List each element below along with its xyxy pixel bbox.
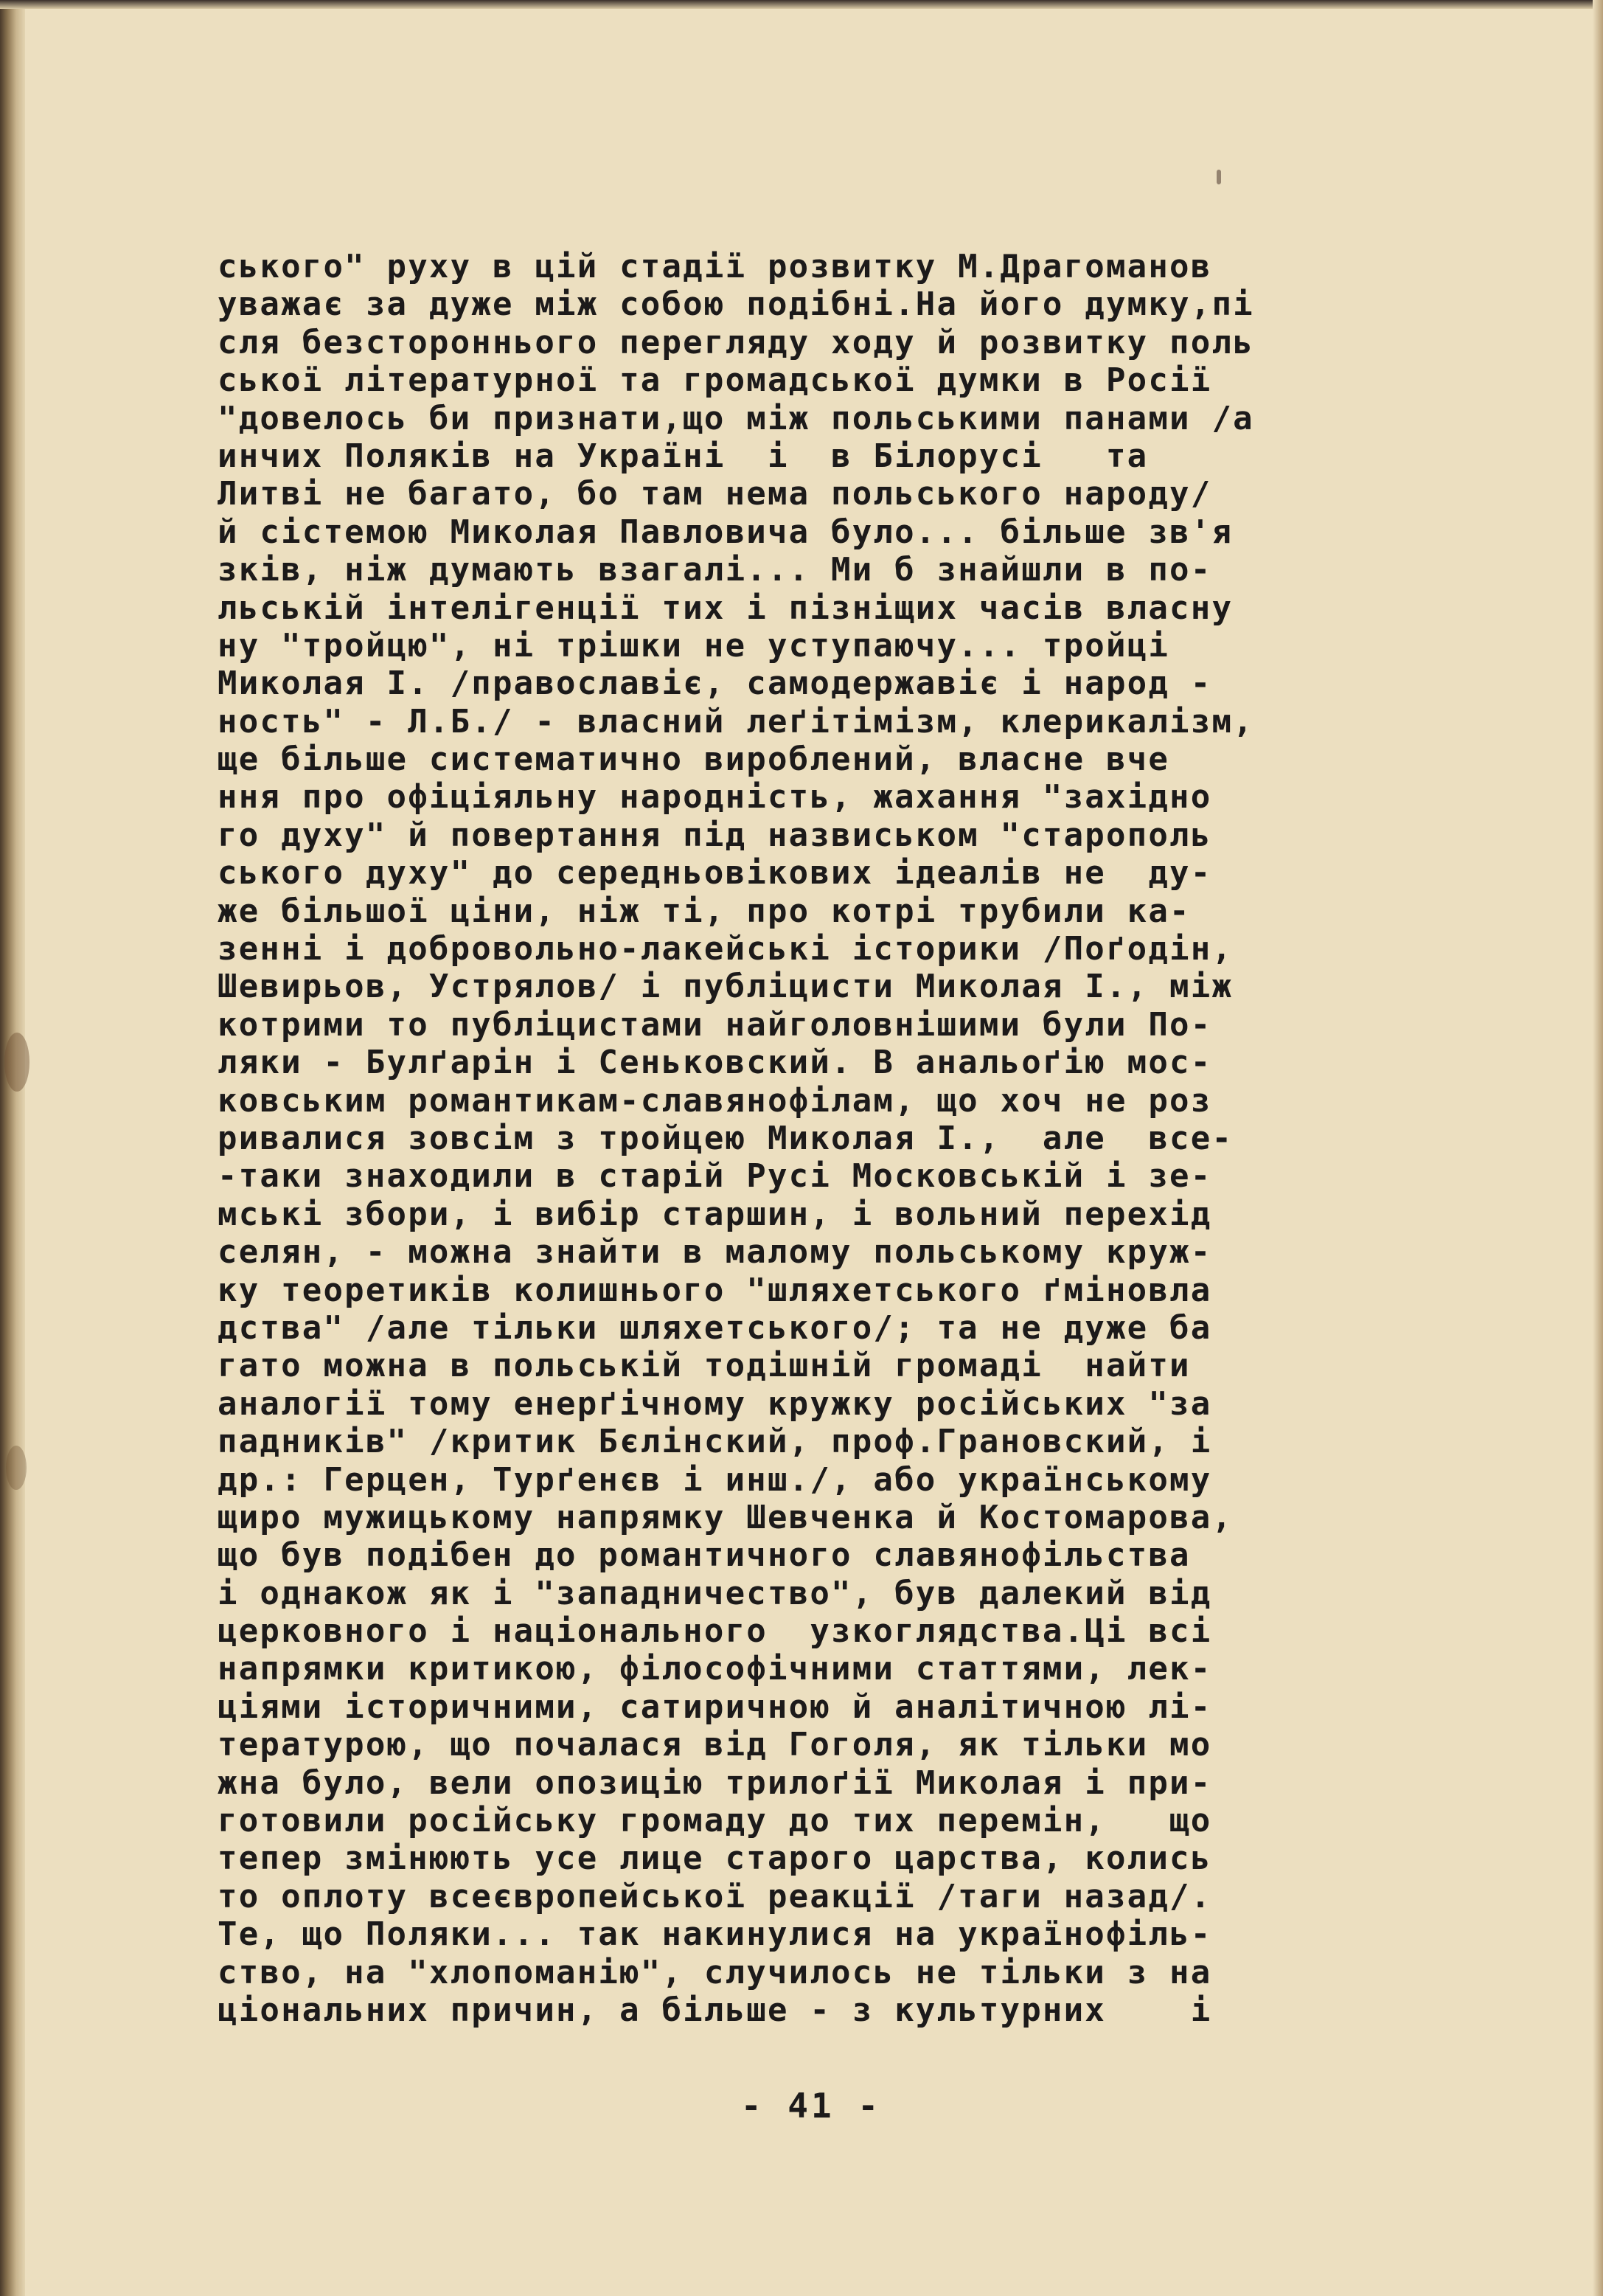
- text-line: гато можна в польській тодішній громаді найти: [218, 1347, 1191, 1385]
- text-line: що був подібен до романтичного славянофільства: [218, 1536, 1191, 1575]
- text-line: Те, що Поляки... так накинулися на українофіль-: [218, 1915, 1212, 1954]
- text-line: то оплоту всеєвропейської реакції /таги назад/.: [218, 1877, 1212, 1915]
- page-number: - 41 -: [740, 2086, 882, 2126]
- text-line: ння про офіціяльну народність, жахання "західно: [218, 778, 1212, 816]
- binding-stain: [4, 1033, 29, 1092]
- ink-mark: [1217, 170, 1221, 184]
- text-line: Литві не багато, бо там нема польського народу/: [218, 475, 1212, 513]
- binding-stain: [6, 1446, 27, 1490]
- text-line: тепер змінюють усе лице старого царства, колись: [218, 1839, 1212, 1878]
- text-line: ку теоретиків колишнього "шляхетського ґміновла: [218, 1271, 1212, 1309]
- text-line: селян, - можна знайти в малому польському круж-: [218, 1233, 1212, 1272]
- text-line: і однакож як і "западничество", був далекий від: [218, 1574, 1212, 1612]
- text-line: ляки - Булґарін і Сеньковский. В анальоґію мос-: [218, 1044, 1212, 1082]
- text-line: ського духу" до середньовікових ідеалів не ду-: [218, 854, 1212, 892]
- text-line: жна було, вели опозицію трилоґії Миколая і при-: [218, 1763, 1212, 1802]
- text-line: ковським романтикам-славянофілам, що хоч не роз: [218, 1081, 1212, 1120]
- text-line: го духу" й повертання під назвиськом "старополь: [218, 816, 1212, 854]
- text-line: готовили російську громаду до тих перемін, що: [218, 1802, 1212, 1840]
- text-line: др.: Герцен, Турґенєв і инш./, або українському: [218, 1460, 1212, 1499]
- text-line: -таки знаходили в старій Русі Московській і зе-: [218, 1157, 1212, 1196]
- text-line: падників" /критик Бєлінский, проф.Грановский, і: [218, 1423, 1212, 1461]
- text-line: котрими то публіцистами найголовнішими були По-: [218, 1005, 1212, 1044]
- text-line: мські збори, і вибір старшин, і вольний перехід: [218, 1195, 1212, 1233]
- text-line: ціональних причин, а більше - з культурних і: [218, 1991, 1212, 2029]
- text-line: Миколая I. /православіє, самодержавіє і народ -: [218, 665, 1212, 703]
- text-line: дства" /але тільки шляхетського/; та не дуже ба: [218, 1308, 1212, 1347]
- text-line: напрямки критикою, філософічними статтями, лек-: [218, 1650, 1212, 1688]
- book-spine-shadow: [0, 0, 25, 2296]
- text-line: тературою, що почалася від Гоголя, як тільки мо: [218, 1726, 1212, 1764]
- text-line: уважає за дуже між собою подібні.На його думку,пі: [218, 285, 1254, 324]
- text-line: сля безстороннього перегляду ходу й розвитку поль: [218, 323, 1254, 361]
- text-line: ну "тройцю", ні трішки не уступаючу... тройці: [218, 626, 1170, 665]
- text-line: аналогії тому енерґічному кружку російських "за: [218, 1384, 1212, 1423]
- text-line: ціями історичними, сатиричною й аналітичною лі-: [218, 1688, 1212, 1726]
- text-line: зків, ніж думають взагалі... Ми б знайшли в по-: [218, 551, 1212, 589]
- text-line: инчих Поляків на Україні і в Білорусі та: [218, 437, 1149, 475]
- text-line: й сістемою Миколая Павловича було... більше зв'я: [218, 513, 1234, 551]
- text-line: "довелось би признати,що між польськими панами /а: [218, 399, 1254, 437]
- text-line: ського" руху в цій стадії розвитку М.Драгоманов: [218, 248, 1212, 285]
- text-line: церковного і національного узкоглядства.Ці всі: [218, 1612, 1212, 1651]
- text-line: ще більше систематично вироблений, власне вче: [218, 741, 1170, 779]
- text-line: зенні і добровольно-лакейські історики /Поґодін,: [218, 930, 1234, 968]
- page-top-edge: [0, 0, 1603, 9]
- body-text: [218, 248, 1390, 2029]
- text-line: же більшої ціни, ніж ті, про котрі трубили ка-: [218, 892, 1191, 930]
- text-line: ность" - Л.Б./ - власний леґітімізм, клерикалізм,: [218, 702, 1254, 741]
- text-line: льській інтелігенції тих і пізніщих часів власну: [218, 589, 1234, 627]
- text-line: ство, на "хлопоманію", случилось не тільки з на: [218, 1953, 1212, 1991]
- text-line: щиро мужицькому напрямку Шевченка й Костомарова,: [218, 1498, 1234, 1536]
- text-line: ривалися зовсім з тройцею Миколая I., але все-: [218, 1119, 1234, 1157]
- text-line: ської літературної та громадської думки в Росії: [218, 361, 1212, 400]
- text-line: Шевирьов, Устрялов/ і публіцисти Миколая I., між: [218, 968, 1234, 1006]
- page-right-edge: [1593, 0, 1603, 2296]
